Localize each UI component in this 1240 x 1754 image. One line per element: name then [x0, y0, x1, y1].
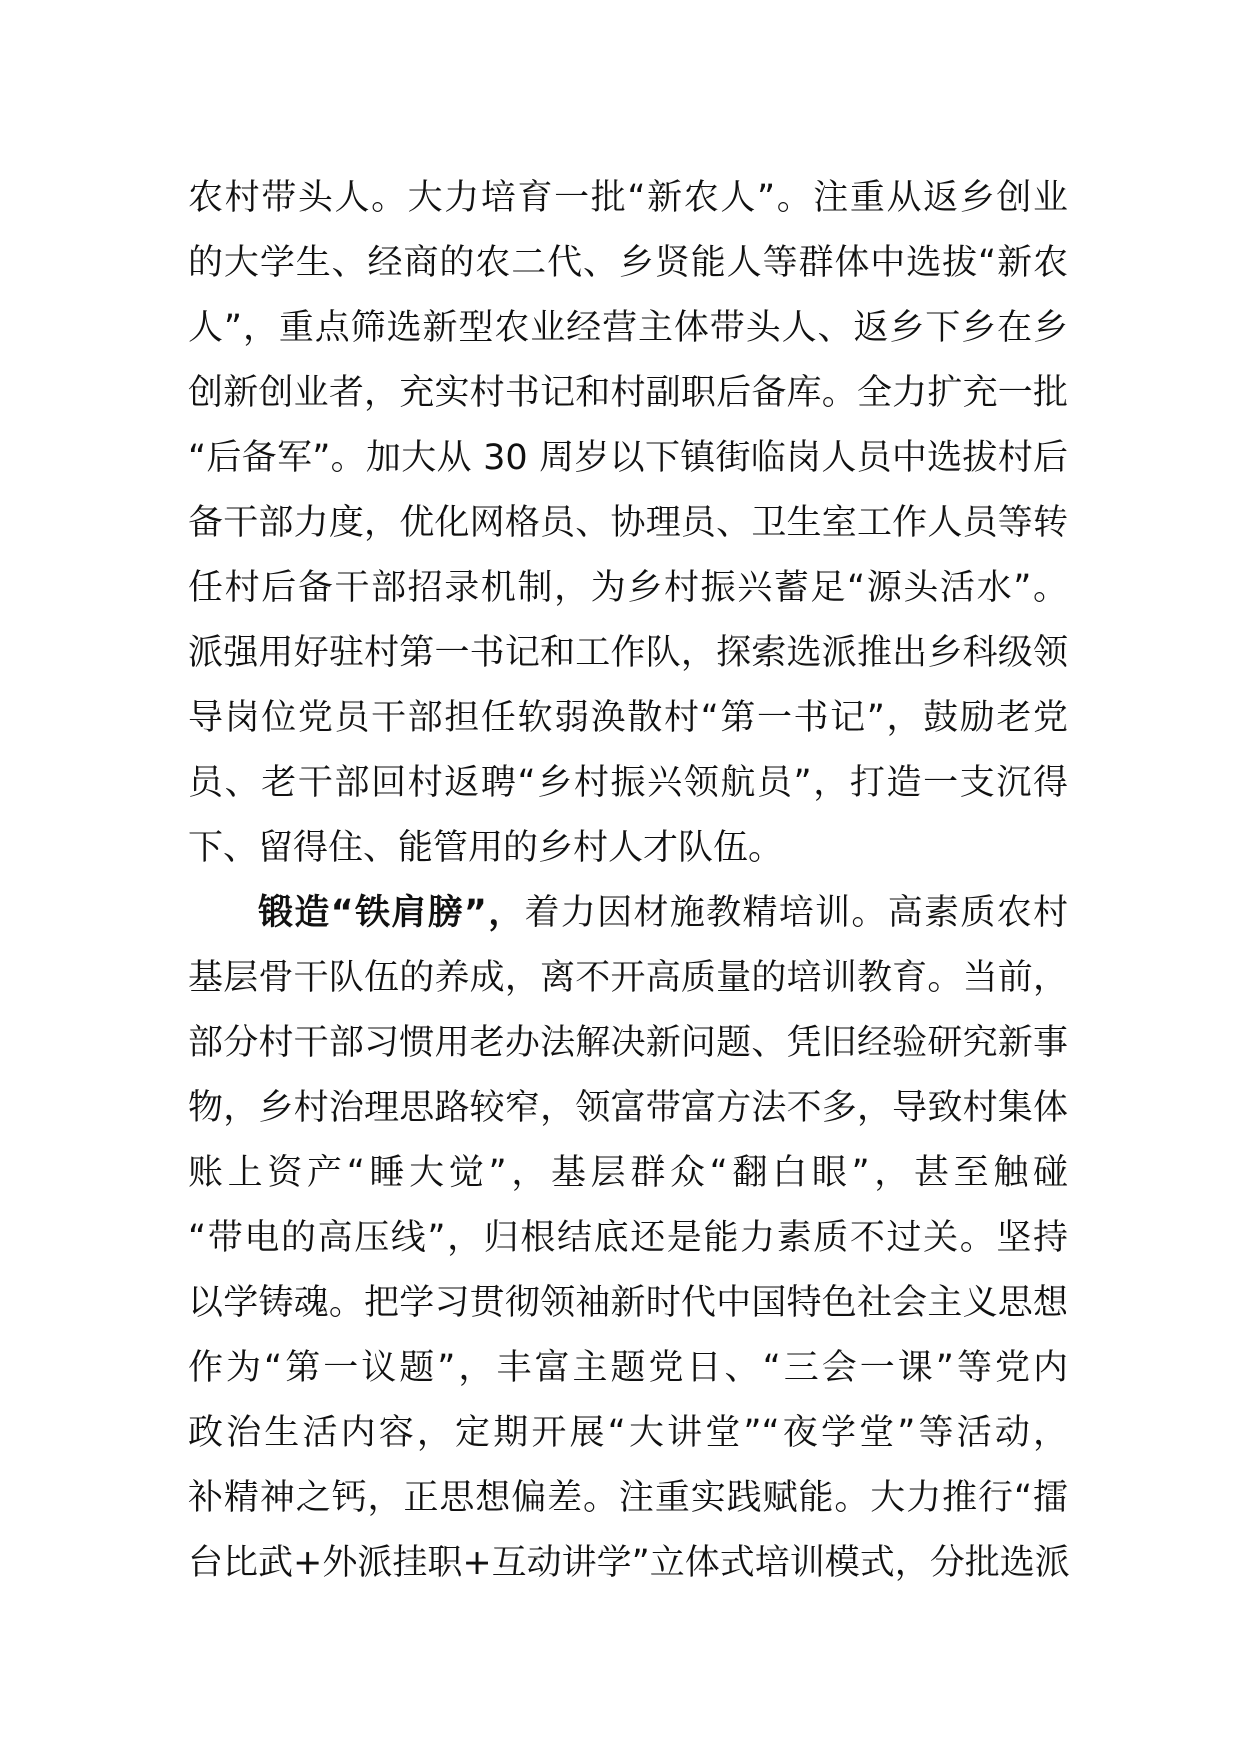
text-line: 人”，重点筛选新型农业经营主体带头人、返乡下乡在乡: [188, 308, 1068, 348]
text-line: 导岗位党员干部担任软弱涣散村“第一书记”，鼓励老党: [188, 698, 1068, 738]
text-line: 账上资产“睡大觉”，基层群众“翻白眼”，甚至触碰: [188, 1153, 1068, 1193]
text-line: 补精神之钙，正思想偏差。注重实践赋能。大力推行“擂: [188, 1478, 1068, 1518]
text-line: 的大学生、经商的农二代、乡贤能人等群体中选拔“新农: [188, 243, 1068, 283]
paragraph-lead-line: [188, 881, 1068, 946]
body-text: [188, 166, 1068, 1596]
text-line: 派强用好驻村第一书记和工作队，探索选派推出乡科级领: [188, 633, 1068, 673]
text-line: 台比武+外派挂职+互动讲学”立体式培训模式，分批选派: [188, 1543, 1070, 1583]
text-line: “后备军”。加大从 30 周岁以下镇街临岗人员中选拔村后: [188, 438, 1068, 478]
text-line: 创新创业者，充实村书记和村副职后备库。全力扩充一批: [188, 373, 1068, 413]
text-line: “带电的高压线”，归根结底还是能力素质不过关。坚持: [188, 1218, 1068, 1258]
text-line: 基层骨干队伍的养成，离不开高质量的培训教育。当前，: [188, 958, 1068, 998]
paragraph-lead-rest: 着力因材施教精培训。高素质农村: [524, 893, 1068, 933]
text-line: 政治生活内容，定期开展“大讲堂”“夜学堂”等活动，: [188, 1413, 1068, 1453]
text-line: 备干部力度，优化网格员、协理员、卫生室工作人员等转: [188, 503, 1068, 543]
text-line: 部分村干部习惯用老办法解决新问题、凭旧经验研究新事: [188, 1023, 1068, 1063]
paragraph-lead: 锻造“铁肩膀”，: [258, 893, 525, 933]
text-line: 农村带头人。大力培育一批“新农人”。注重从返乡创业: [188, 178, 1068, 218]
text-line: 员、老干部回村返聘“乡村振兴领航员”，打造一支沉得: [188, 763, 1068, 803]
text-line: 作为“第一议题”，丰富主题党日、“三会一课”等党内: [188, 1348, 1068, 1388]
text-line: 以学铸魂。把学习贯彻领袖新时代中国特色社会主义思想: [188, 1283, 1068, 1323]
text-line: 任村后备干部招录机制，为乡村振兴蓄足“源头活水”。: [188, 568, 1068, 608]
text-line: 下、留得住、能管用的乡村人才队伍。: [188, 828, 784, 868]
text-line: 物，乡村治理思路较窄，领富带富方法不多，导致村集体: [188, 1088, 1068, 1128]
